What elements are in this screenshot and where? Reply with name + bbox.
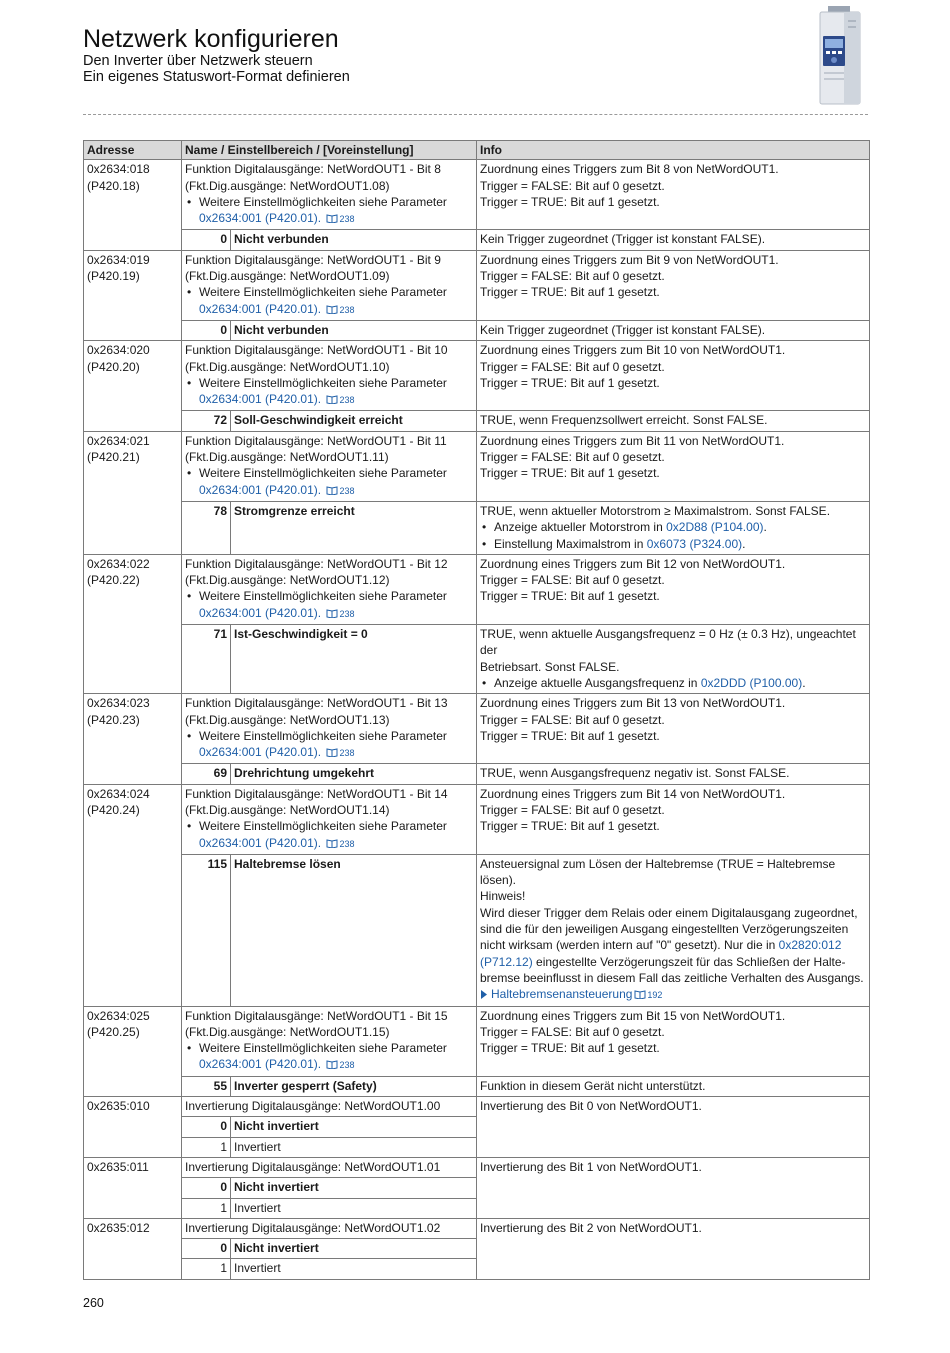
address-cell: 0x2635:012 <box>84 1218 182 1279</box>
option-label: Inverter gesperrt (Safety) <box>231 1076 477 1096</box>
table-row <box>84 431 870 501</box>
table-row <box>84 1218 870 1238</box>
param-link[interactable]: 0x2634:001 (P420.01). <box>199 745 322 760</box>
info-cell: Zuordnung eines Triggers zum Bit 13 von NetWordOUT1. Trigger = FALSE: Bit auf 0 gesetzt. Trigger = TRUE: Bit auf 1 gesetzt. <box>477 694 870 764</box>
param-link[interactable]: 0x2634:001 (P420.01). <box>199 1057 322 1072</box>
option-info: TRUE, wenn aktuelle Ausgangsfrequenz = 0 Hz (± 0.3 Hz), ungeachtet der Betriebsart. Sonst FALSE. • Anzeige aktuelle Ausgangsfrequenz in 0x2DDD (P100.00). <box>477 625 870 694</box>
info-cell: Zuordnung eines Triggers zum Bit 11 von NetWordOUT1. Trigger = FALSE: Bit auf 0 gesetzt. Trigger = TRUE: Bit auf 1 gesetzt. <box>477 431 870 501</box>
option-label: Ist-Geschwindigkeit = 0 <box>231 625 477 694</box>
table-header-row <box>84 141 870 160</box>
page-ref[interactable]: 238 <box>339 748 355 759</box>
name-cell: Funktion Digitalausgänge: NetWordOUT1 - Bit 10 (Fkt.Dig.ausgänge: NetWordOUT1.10) • Weitere Einstellmöglichkeiten siehe Parameter 0x2634:001 (P420.01). 238 <box>182 341 477 411</box>
table-body <box>84 160 870 1279</box>
table-row <box>84 694 870 764</box>
option-label: Nicht verbunden <box>231 230 477 250</box>
param-link[interactable]: 0x2D88 (P104.00) <box>666 520 764 535</box>
option-label: Nicht invertiert <box>231 1178 477 1198</box>
option-row <box>84 625 870 694</box>
option-label: Nicht invertiert <box>231 1117 477 1137</box>
name-cell: Funktion Digitalausgänge: NetWordOUT1 - Bit 12 (Fkt.Dig.ausgänge: NetWordOUT1.12) • Weitere Einstellmöglichkeiten siehe Parameter 0x2634:001 (P420.01). 238 <box>182 554 477 624</box>
parameter-table <box>83 140 870 1280</box>
option-info: TRUE, wenn Frequenzsollwert erreicht. Sonst FALSE. <box>477 411 870 431</box>
param-reference[interactable] <box>185 605 473 622</box>
option-value: 72 <box>182 411 231 431</box>
page-ref[interactable]: 238 <box>339 395 355 406</box>
book-icon <box>326 486 338 495</box>
name-cell: Funktion Digitalausgänge: NetWordOUT1 - Bit 8 (Fkt.Dig.ausgänge: NetWordOUT1.08) • Weitere Einstellmöglichkeiten siehe Parameter 0x2634:001 (P420.01). 238 <box>182 160 477 230</box>
info-cell: Invertierung des Bit 0 von NetWordOUT1. <box>477 1097 870 1158</box>
name-cell: Invertierung Digitalausgänge: NetWordOUT1.01 <box>182 1157 477 1177</box>
page-number: 260 <box>83 1296 104 1310</box>
option-label: Haltebremse lösen <box>231 854 477 1006</box>
more-settings-note: • Weitere Einstellmöglichkeiten siehe Parameter <box>187 819 447 834</box>
inverter-device-image <box>814 6 868 106</box>
option-row <box>84 320 870 340</box>
name-cell: Funktion Digitalausgänge: NetWordOUT1 - Bit 14 (Fkt.Dig.ausgänge: NetWordOUT1.14) • Weitere Einstellmöglichkeiten siehe Parameter 0x2634:001 (P420.01). 238 <box>182 784 477 854</box>
address-cell: 0x2634:022 (P420.22) <box>84 554 182 693</box>
name-cell: Invertierung Digitalausgänge: NetWordOUT1.00 <box>182 1097 477 1117</box>
page-title: Netzwerk konfigurieren <box>83 25 339 53</box>
column-header-name: Name / Einstellbereich / [Voreinstellung] <box>182 141 477 160</box>
option-row <box>84 501 870 554</box>
name-cell: Funktion Digitalausgänge: NetWordOUT1 - Bit 15 (Fkt.Dig.ausgänge: NetWordOUT1.15) • Weitere Einstellmöglichkeiten siehe Parameter 0x2634:001 (P420.01). 238 <box>182 1006 477 1076</box>
page-subtitle-2: Ein eigenes Statuswort-Format definieren <box>83 69 350 85</box>
option-info: Funktion in diesem Gerät nicht unterstützt. <box>477 1076 870 1096</box>
more-settings-note: • Weitere Einstellmöglichkeiten siehe Parameter <box>187 589 447 604</box>
table-row <box>84 784 870 854</box>
param-link[interactable]: 0x2634:001 (P420.01). <box>199 605 322 620</box>
option-row <box>84 854 870 1006</box>
info-cell: Zuordnung eines Triggers zum Bit 14 von NetWordOUT1. Trigger = FALSE: Bit auf 0 gesetzt. Trigger = TRUE: Bit auf 1 gesetzt. <box>477 784 870 854</box>
name-cell: Invertierung Digitalausgänge: NetWordOUT1.02 <box>182 1218 477 1238</box>
chapter-reference[interactable] <box>480 986 866 1003</box>
option-value: 1 <box>182 1259 231 1279</box>
info-cell: Zuordnung eines Triggers zum Bit 10 von NetWordOUT1. Trigger = FALSE: Bit auf 0 gesetzt. Trigger = TRUE: Bit auf 1 gesetzt. <box>477 341 870 411</box>
address-cell: 0x2634:023 (P420.23) <box>84 694 182 784</box>
option-row <box>84 411 870 431</box>
info-cell: Invertierung des Bit 2 von NetWordOUT1. <box>477 1218 870 1279</box>
table-row <box>84 554 870 624</box>
column-header-info: Info <box>477 141 870 160</box>
info-cell: Zuordnung eines Triggers zum Bit 8 von NetWordOUT1. Trigger = FALSE: Bit auf 0 gesetzt. Trigger = TRUE: Bit auf 1 gesetzt. <box>477 160 870 230</box>
option-row <box>84 1076 870 1096</box>
option-value: 115 <box>182 854 231 1006</box>
more-settings-note: • Weitere Einstellmöglichkeiten siehe Parameter <box>187 728 447 743</box>
page-subtitle-1: Den Inverter über Netzwerk steuern <box>83 53 313 69</box>
address-cell: 0x2634:018 (P420.18) <box>84 160 182 250</box>
param-link[interactable]: 0x2634:001 (P420.01). <box>199 392 322 407</box>
param-link[interactable]: 0x2DDD (P100.00) <box>700 675 803 690</box>
name-cell: Funktion Digitalausgänge: NetWordOUT1 - Bit 13 (Fkt.Dig.ausgänge: NetWordOUT1.13) • Weitere Einstellmöglichkeiten siehe Parameter 0x2634:001 (P420.01). 238 <box>182 694 477 764</box>
book-icon <box>326 395 338 404</box>
address-cell: 0x2634:021 (P420.21) <box>84 431 182 554</box>
param-reference[interactable] <box>185 210 473 227</box>
param-reference[interactable] <box>185 301 473 318</box>
chapter-link[interactable]: Haltebremsenansteuerung <box>491 987 633 1002</box>
param-link[interactable]: 0x2634:001 (P420.01). <box>199 301 322 316</box>
page-ref[interactable]: 238 <box>339 485 355 496</box>
page-ref[interactable]: 238 <box>339 214 355 225</box>
page-ref[interactable]: 238 <box>339 1060 355 1071</box>
param-reference[interactable] <box>185 744 473 761</box>
option-label: Invertiert <box>231 1137 477 1157</box>
book-icon <box>634 990 646 999</box>
param-reference[interactable] <box>185 482 473 499</box>
info-cell: Zuordnung eines Triggers zum Bit 12 von NetWordOUT1. Trigger = FALSE: Bit auf 0 gesetzt. Trigger = TRUE: Bit auf 1 gesetzt. <box>477 554 870 624</box>
book-icon <box>326 214 338 223</box>
option-label: Stromgrenze erreicht <box>231 501 477 554</box>
option-value: 1 <box>182 1137 231 1157</box>
option-value: 69 <box>182 764 231 784</box>
table-row <box>84 1097 870 1117</box>
option-value: 1 <box>182 1198 231 1218</box>
page-ref[interactable]: 238 <box>339 608 355 619</box>
header-divider <box>83 114 868 115</box>
name-cell: Funktion Digitalausgänge: NetWordOUT1 - Bit 9 (Fkt.Dig.ausgänge: NetWordOUT1.09) • Weitere Einstellmöglichkeiten siehe Parameter 0x2634:001 (P420.01). 238 <box>182 250 477 320</box>
option-info: Kein Trigger zugeordnet (Trigger ist konstant FALSE). <box>477 320 870 340</box>
page-ref[interactable]: 238 <box>339 838 355 849</box>
table-row <box>84 341 870 411</box>
param-reference[interactable] <box>185 835 473 852</box>
option-info: Kein Trigger zugeordnet (Trigger ist konstant FALSE). <box>477 230 870 250</box>
book-icon <box>326 609 338 618</box>
param-link[interactable]: 0x6073 (P324.00) <box>646 536 743 551</box>
option-value: 0 <box>182 1117 231 1137</box>
info-cell: Zuordnung eines Triggers zum Bit 9 von NetWordOUT1. Trigger = FALSE: Bit auf 0 gesetzt. Trigger = TRUE: Bit auf 1 gesetzt. <box>477 250 870 320</box>
table-row <box>84 1006 870 1076</box>
option-row <box>84 230 870 250</box>
param-link[interactable]: 0x2820:012 <box>778 938 842 953</box>
book-icon <box>326 748 338 757</box>
table-row <box>84 250 870 320</box>
address-cell: 0x2635:010 <box>84 1097 182 1158</box>
address-cell: 0x2635:011 <box>84 1157 182 1218</box>
book-icon <box>326 1060 338 1069</box>
address-cell: 0x2634:019 (P420.19) <box>84 250 182 340</box>
option-label: Nicht invertiert <box>231 1239 477 1259</box>
option-label: Drehrichtung umgekehrt <box>231 764 477 784</box>
page-ref[interactable]: 238 <box>339 304 355 315</box>
param-reference[interactable] <box>185 1056 473 1073</box>
option-value: 71 <box>182 625 231 694</box>
option-row <box>84 764 870 784</box>
option-label: Nicht verbunden <box>231 320 477 340</box>
table-row <box>84 160 870 230</box>
option-info: TRUE, wenn aktueller Motorstrom ≥ Maximalstrom. Sonst FALSE. • Anzeige aktueller Motorstrom in 0x2D88 (P104.00). • Einstellung Maximalstrom in 0x6073 (P324.00). <box>477 501 870 554</box>
option-value: 0 <box>182 1178 231 1198</box>
param-link[interactable]: 0x2634:001 (P420.01). <box>199 482 322 497</box>
option-value: 0 <box>182 1239 231 1259</box>
more-settings-note: • Weitere Einstellmöglichkeiten siehe Parameter <box>187 466 447 481</box>
name-cell: Funktion Digitalausgänge: NetWordOUT1 - Bit 11 (Fkt.Dig.ausgänge: NetWordOUT1.11) • Weitere Einstellmöglichkeiten siehe Parameter 0x2634:001 (P420.01). 238 <box>182 431 477 501</box>
info-cell: Invertierung des Bit 1 von NetWordOUT1. <box>477 1157 870 1218</box>
address-cell: 0x2634:025 (P420.25) <box>84 1006 182 1096</box>
param-link[interactable]: 0x2634:001 (P420.01). <box>199 211 322 226</box>
param-link[interactable]: (P712.12) <box>480 954 533 969</box>
option-info: Ansteuersignal zum Lösen der Haltebremse (TRUE = Haltebremse lösen). Hinweis! Wird dieser Trigger dem Relais oder einem Digitalausgang zugeordnet, sind die für den jeweiligen Ausgang eingestellten Verzögerungszeiten nicht wirksam (werden intern auf "0" gesetzt). Nur die in 0x2820:012 (P712.12) eingestellte Verzögerungszeit für das Schließen der Halte- bremse beeinflusst in diesem Fall das zeitliche Verhalten des Ausgangs. Haltebremsenansteuerung 192 <box>477 854 870 1006</box>
info-cell: Zuordnung eines Triggers zum Bit 15 von NetWordOUT1. Trigger = FALSE: Bit auf 0 gesetzt. Trigger = TRUE: Bit auf 1 gesetzt. <box>477 1006 870 1076</box>
option-value: 0 <box>182 230 231 250</box>
book-icon <box>326 839 338 848</box>
param-link[interactable]: 0x2634:001 (P420.01). <box>199 835 322 850</box>
more-settings-note: • Weitere Einstellmöglichkeiten siehe Parameter <box>187 194 447 209</box>
page-ref[interactable]: 192 <box>647 990 663 1001</box>
option-label: Soll-Geschwindigkeit erreicht <box>231 411 477 431</box>
more-settings-note: • Weitere Einstellmöglichkeiten siehe Parameter <box>187 1041 447 1056</box>
more-settings-note: • Weitere Einstellmöglichkeiten siehe Parameter <box>187 375 447 390</box>
option-info: TRUE, wenn Ausgangsfrequenz negativ ist. Sonst FALSE. <box>477 764 870 784</box>
address-cell: 0x2634:020 (P420.20) <box>84 341 182 431</box>
option-value: 55 <box>182 1076 231 1096</box>
option-value: 0 <box>182 320 231 340</box>
address-cell: 0x2634:024 (P420.24) <box>84 784 182 1006</box>
triangle-right-icon <box>480 990 488 999</box>
option-label: Invertiert <box>231 1259 477 1279</box>
book-icon <box>326 305 338 314</box>
table-row <box>84 1157 870 1177</box>
option-label: Invertiert <box>231 1198 477 1218</box>
more-settings-note: • Weitere Einstellmöglichkeiten siehe Parameter <box>187 285 447 300</box>
param-reference[interactable] <box>185 391 473 408</box>
column-header-address: Adresse <box>84 141 182 160</box>
option-value: 78 <box>182 501 231 554</box>
